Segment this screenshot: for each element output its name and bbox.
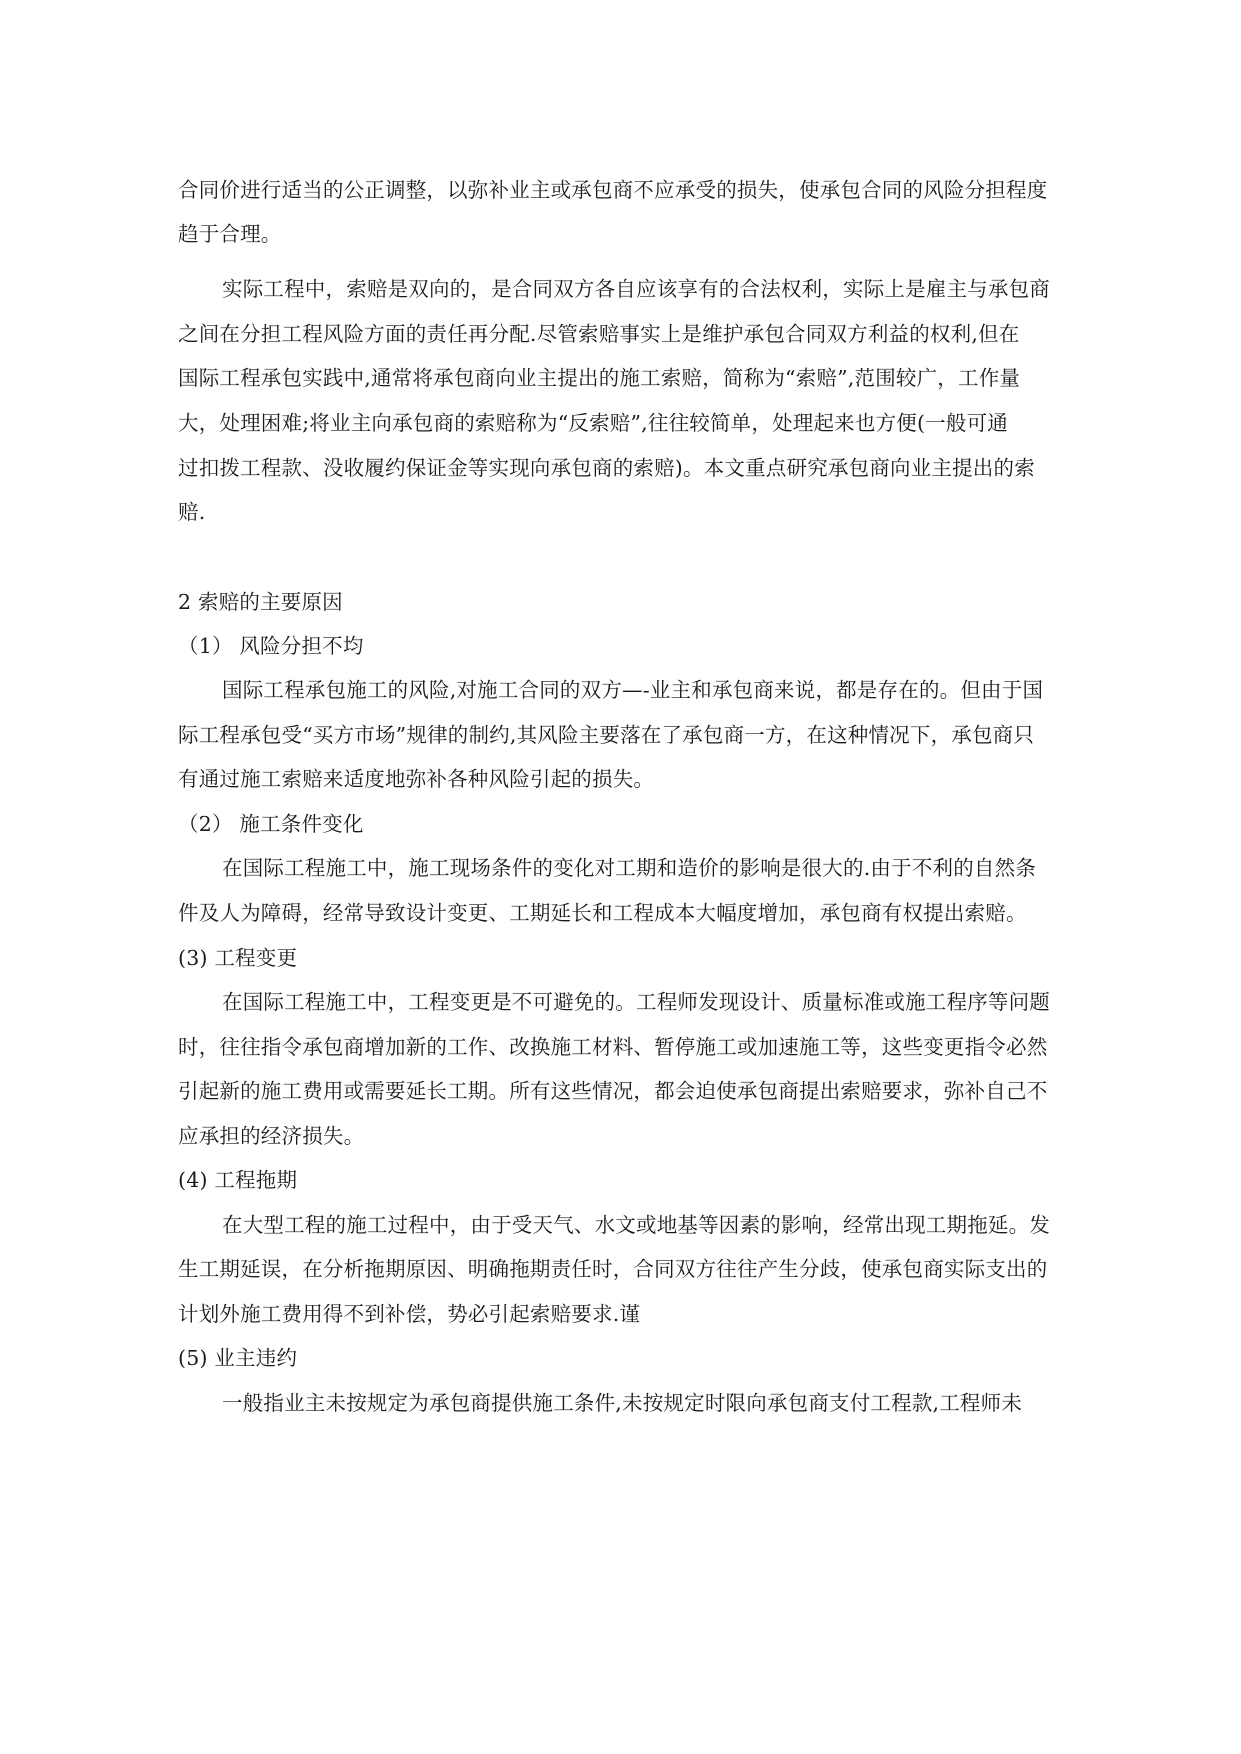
paragraph-line: 际工程承包受“买方市场”规律的制约,其风险主要落在了承包商一方，在这种情况下，承包商只 [178,723,1035,747]
paragraph-line: 之间在分担工程风险方面的责任再分配.尽管索赔事实上是维护承包合同双方利益的权利,但在 [178,322,1020,346]
subsection-heading: （1） 风险分担不均 [178,634,364,658]
paragraph-line: 国际工程承包施工的风险,对施工合同的双方—-业主和承包商来说，都是存在的。但由于国 [222,678,1044,702]
paragraph-line: 赔. [178,500,206,524]
paragraph-line: 国际工程承包实践中,通常将承包商向业主提出的施工索赔，简称为“索赔”,范围较广，工作量 [178,366,1021,390]
paragraph-line: 大，处理困难;将业主向承包商的索赔称为“反索赔”,往往较简单，处理起来也方便(一般可通 [178,411,1008,435]
section-heading: 2 索赔的主要原因 [178,590,343,614]
paragraph-line: 一般指业主未按规定为承包商提供施工条件,未按规定时限向承包商支付工程款,工程师未 [222,1391,1023,1415]
paragraph-line: 应承担的经济损失。 [178,1124,365,1148]
paragraph-line: 趋于合理。 [178,222,282,246]
paragraph-line: 合同价进行适当的公正调整，以弥补业主或承包商不应承受的损失，使承包合同的风险分担程度 [178,178,1048,202]
subsection-heading: （2） 施工条件变化 [178,812,364,836]
paragraph-line: 实际工程中，索赔是双向的，是合同双方各自应该享有的合法权利，实际上是雇主与承包商 [222,277,1050,301]
paragraph-line: 过扣拨工程款、没收履约保证金等实现向承包商的索赔)。本文重点研究承包商向业主提出的索 [178,456,1035,480]
subsection-heading: (5) 业主违约 [178,1346,298,1370]
paragraph-line: 时，往往指令承包商增加新的工作、改换施工材料、暂停施工或加速施工等，这些变更指令必然 [178,1035,1048,1059]
paragraph-line: 在国际工程施工中，施工现场条件的变化对工期和造价的影响是很大的.由于不利的自然条 [222,856,1037,880]
paragraph-line: 计划外施工费用得不到补偿，势必引起索赔要求.谨 [178,1302,641,1326]
paragraph-line: 生工期延误，在分析拖期原因、明确拖期责任时，合同双方往往产生分歧，使承包商实际支出的 [178,1257,1048,1281]
paragraph-line: 件及人为障碍，经常导致设计变更、工期延长和工程成本大幅度增加，承包商有权提出索赔。 [178,901,1027,925]
paragraph-line: 在大型工程的施工过程中，由于受天气、水文或地基等因素的影响，经常出现工期拖延。发 [222,1213,1050,1237]
paragraph-line: 在国际工程施工中，工程变更是不可避免的。工程师发现设计、质量标准或施工程序等问题 [222,990,1050,1014]
paragraph-line: 有通过施工索赔来适度地弥补各种风险引起的损失。 [178,767,655,791]
paragraph-line: 引起新的施工费用或需要延长工期。所有这些情况，都会迫使承包商提出索赔要求，弥补自己不 [178,1079,1048,1103]
subsection-heading: (3) 工程变更 [178,946,298,970]
subsection-heading: (4) 工程拖期 [178,1168,298,1192]
